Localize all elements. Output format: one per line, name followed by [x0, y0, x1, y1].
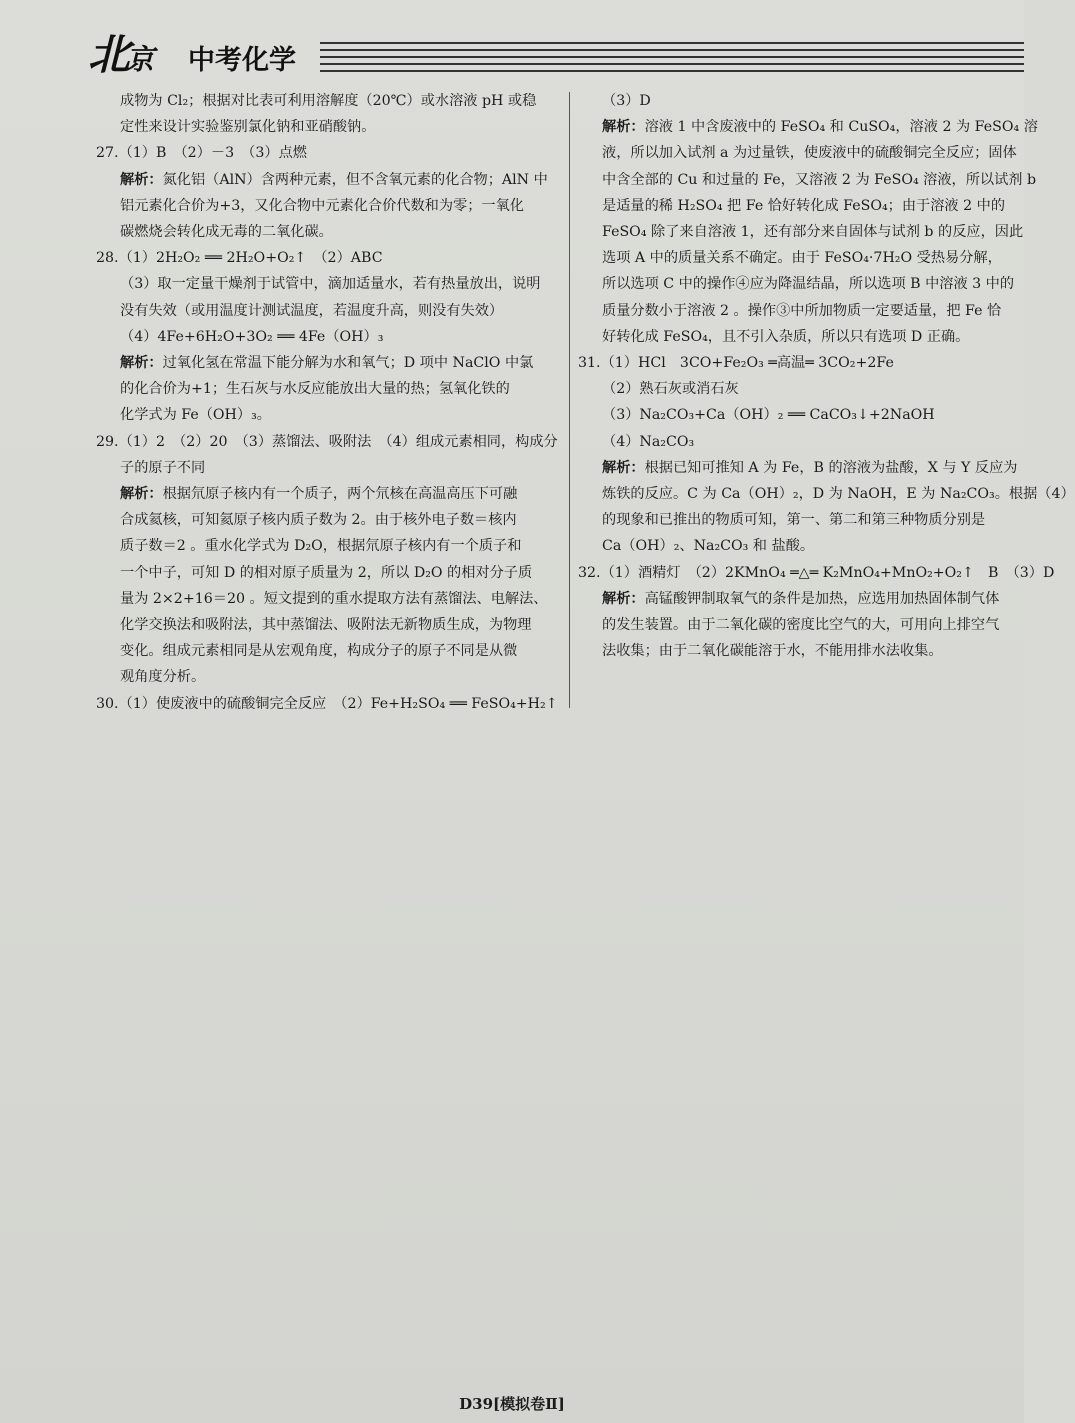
right-column	[578, 88, 1075, 664]
page-footer	[0, 1393, 1024, 1414]
text-line: 子的原子不同	[120, 459, 206, 476]
analysis-label: 解析：	[120, 171, 163, 188]
left-column	[96, 88, 562, 717]
text-line: 29.（1）2 （2）20 （3）蒸馏法、吸附法 （4）组成元素相同，构成分	[96, 433, 558, 450]
text-line: 解析：氮化铝（AlN）含两种元素，但不含氧元素的化合物；AlN 中	[120, 171, 548, 188]
brand-logo	[88, 22, 154, 82]
text-line: 铝元素化合价为+3，又化合物中元素化合价代数和为零；一氧化	[120, 197, 524, 214]
text-line: FeSO₄ 除了来自溶液 1，还有部分来自固体与试剂 b 的反应，因此	[602, 224, 1024, 241]
text-line: 成物为 Cl₂；根据对比表可利用溶解度（20℃）或水溶液 pH 或稳	[120, 93, 537, 109]
text-line: 质子数＝2 。重水化学式为 D₂O，根据氘原子核内有一个质子和	[120, 538, 522, 555]
text-line: 解析：根据氘原子核内有一个质子，两个氘核在高温高压下可融	[120, 486, 518, 503]
text-line: （2）熟石灰或消石灰	[602, 381, 739, 398]
text-line: 的发生装置。由于二氧化碳的密度比空气的大，可用向上排空气	[602, 617, 1000, 634]
text-line: （4）4Fe+6H₂O+3O₂ ══ 4Fe（OH）₃	[120, 328, 384, 345]
text-line: 碳燃烧会转化成无毒的二氧化碳。	[120, 224, 333, 241]
column-divider	[569, 92, 570, 708]
text-line: 合成氦核，可知氦原子核内质子数为 2。由于核外电子数＝核内	[120, 512, 517, 529]
text-line: 没有失效（或用温度计测试温度，若温度升高，则没有失效）	[120, 302, 504, 319]
analysis-label: 解析：	[602, 119, 645, 136]
text-line: 解析：根据已知可推知 A 为 Fe，B 的溶液为盐酸，X 与 Y 反应为	[602, 459, 1018, 476]
page-label: [模拟卷Ⅱ]	[493, 1395, 565, 1413]
text-line: 所以选项 C 中的操作④应为降温结晶，所以选项 B 中溶液 3 中的	[602, 276, 1015, 293]
text-line: （3）D	[602, 93, 651, 109]
text-line: 法收集；由于二氧化碳能溶于水，不能用排水法收集。	[602, 643, 943, 660]
header-rules	[320, 42, 1024, 76]
brand-small: 京	[126, 43, 155, 76]
text-line: 定性来设计实验鉴别氯化钠和亚硝酸钠。	[120, 119, 376, 136]
text-line: 解析：过氧化氢在常温下能分解为水和氧气；D 项中 NaClO 中氯	[120, 355, 534, 372]
text-line: 好转化成 FeSO₄，且不引入杂质，所以只有选项 D 正确。	[602, 328, 970, 345]
text-line: 变化。组成元素相同是从宏观角度，构成分子的原子不同是从微	[120, 643, 518, 660]
brand-main: 北	[88, 30, 127, 79]
text-line: 化学交换法和吸附法，其中蒸馏法、吸附法无新物质生成，为物理	[120, 617, 532, 634]
analysis-label: 解析：	[120, 355, 163, 372]
series-title: 中考化学	[188, 45, 296, 76]
analysis-label: 解析：	[602, 459, 645, 476]
page-number: D39	[459, 1395, 494, 1413]
text-line: 是适量的稀 H₂SO₄ 把 Fe 恰好转化成 FeSO₄；由于溶液 2 中的	[602, 197, 1006, 214]
text-line: 炼铁的反应。C 为 Ca（OH）₂，D 为 NaOH，E 为 Na₂CO₃。根据（4）	[602, 486, 1075, 503]
analysis-label: 解析：	[602, 590, 645, 607]
text-line: （3）取一定量干燥剂于试管中，滴加适量水，若有热量放出，说明	[120, 276, 541, 293]
page-header	[88, 22, 1024, 82]
text-line: 32.（1）酒精灯 （2）2KMnO₄ ═△═ K₂MnO₄+MnO₂+O₂↑ B （3）D	[578, 564, 1055, 581]
text-line: 质量分数小于溶液 2 。操作③中所加物质一定要适量，把 Fe 恰	[602, 302, 1002, 319]
text-line: 27.（1）B （2）－3 （3）点燃	[96, 145, 307, 162]
text-line: 化学式为 Fe（OH）₃。	[120, 407, 271, 424]
text-line: 观角度分析。	[120, 669, 206, 686]
text-line: （3）Na₂CO₃+Ca（OH）₂ ══ CaCO₃↓+2NaOH	[602, 407, 935, 424]
analysis-label: 解析：	[120, 486, 163, 503]
text-line: 的现象和已推出的物质可知，第一、第二和第三种物质分别是	[602, 512, 986, 529]
text-line: 选项 A 中的质量关系不确定。由于 FeSO₄·7H₂O 受热易分解，	[602, 250, 1002, 267]
text-line: （4）Na₂CO₃	[602, 433, 695, 450]
text-line: 量为 2×2+16＝20 。短文提到的重水提取方法有蒸馏法、电解法、	[120, 590, 548, 607]
text-line: 31.（1）HCl 3CO+Fe₂O₃ ═高温═ 3CO₂+2Fe	[578, 355, 894, 372]
text-line: 解析：高锰酸钾制取氧气的条件是加热，应选用加热固体制气体	[602, 590, 1000, 607]
text-line: 28.（1）2H₂O₂ ══ 2H₂O+O₂↑ （2）ABC	[96, 250, 383, 267]
text-line: 一个中子，可知 D 的相对原子质量为 2，所以 D₂O 的相对分子质	[120, 564, 533, 581]
text-line: 中含全部的 Cu 和过量的 Fe，又溶液 2 为 FeSO₄ 溶液，所以试剂 b	[602, 171, 1037, 188]
text-line: 液，所以加入试剂 a 为过量铁，使废液中的硫酸铜完全反应；固体	[602, 145, 1017, 162]
text-line: 解析：溶液 1 中含废液中的 FeSO₄ 和 CuSO₄，溶液 2 为 FeSO₄ 溶	[602, 119, 1038, 136]
text-line: 的化合价为+1；生石灰与水反应能放出大量的热；氢氧化铁的	[120, 381, 510, 398]
text-line: Ca（OH）₂、Na₂CO₃ 和 盐酸。	[602, 538, 815, 555]
text-line: 30.（1）使废液中的硫酸铜完全反应 （2）Fe+H₂SO₄ ══ FeSO₄+H₂↑	[96, 695, 558, 712]
